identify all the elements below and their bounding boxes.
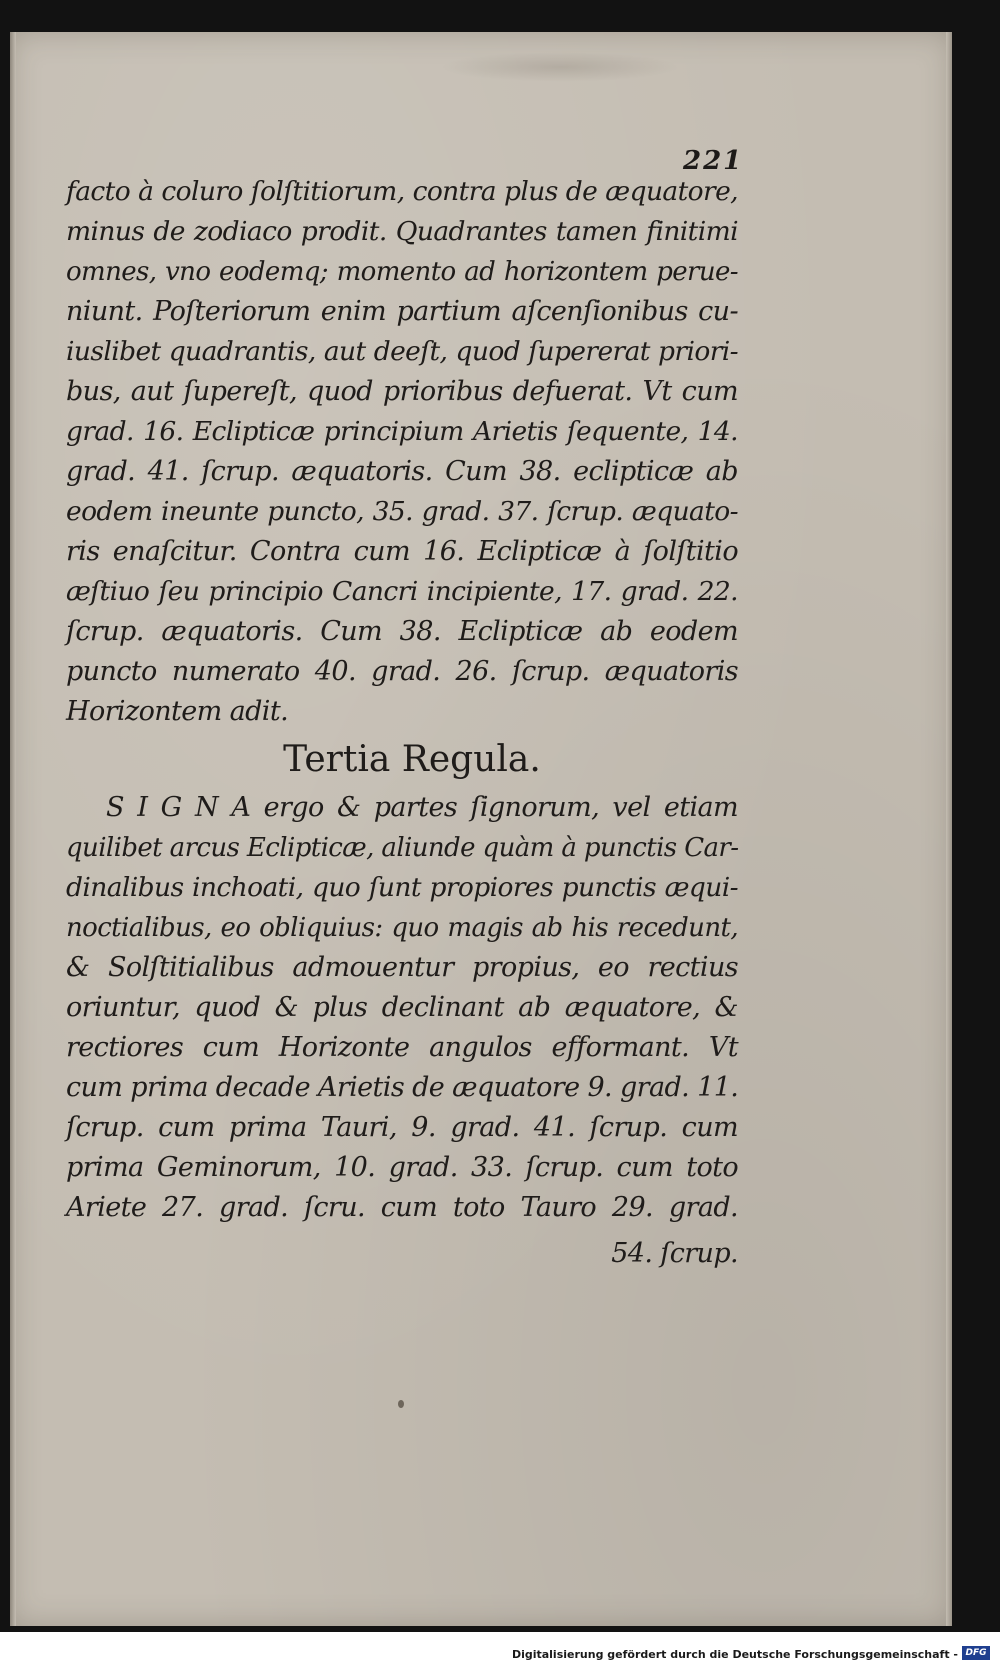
text-line: ſcrup. æquatoris. Cum 38. Eclipticæ ab eodem (66, 616, 738, 647)
page-edge-right (946, 32, 952, 1626)
ink-spot (398, 1400, 404, 1408)
page-number: 221 (683, 146, 744, 176)
text-line: iuslibet quadrantis, aut deeſt, quod ſupererat priori- (66, 336, 738, 367)
text-line: ris enaſcitur. Contra cum 16. Eclipticæ à ſolſtitio (66, 536, 738, 567)
text-line: bus, aut ſupereſt, quod prioribus defuerat. Vt cum (66, 376, 738, 407)
paragraph-2 (66, 788, 738, 1228)
page-edge-left (10, 32, 16, 1626)
text-line: Ariete 27. grad. ſcru. cum toto Tauro 29. grad. (66, 1192, 738, 1223)
text-line: niunt. Poſteriorum enim partium aſcenſionibus cu- (66, 296, 738, 327)
paper-smudge (440, 52, 680, 82)
text-line: noctialibus, eo obliquius: quo magis ab his recedunt, (66, 913, 738, 943)
text-line: oriuntur, quod & plus declinant ab æquatore, & (66, 992, 738, 1023)
text-line: ſcrup. cum prima Tauri, 9. grad. 41. ſcrup. cum (66, 1112, 738, 1143)
text-line: cum prima decade Arietis de æquatore 9. grad. 11. (66, 1072, 739, 1103)
text-line: S I G N A ergo & partes ſignorum, vel etiam (106, 792, 738, 823)
text-block (66, 172, 738, 1274)
section-heading: Tertia Regula. (283, 739, 541, 780)
text-line: eodem ineunte puncto, 35. grad. 37. ſcrup. æquato- (66, 496, 738, 527)
text-line: dinalibus inchoati, quo ſunt propiores punctis æqui- (66, 872, 738, 903)
text-line: omnes, vno eodemq; momento ad horizontem perue- (66, 257, 738, 287)
text-line: puncto numerato 40. grad. 26. ſcrup. æquatoris (66, 656, 738, 687)
text-line: grad. 41. ſcrup. æquatoris. Cum 38. eclipticæ ab (66, 456, 738, 487)
text-line: minus de zodiaco prodit. Quadrantes tamen finitimi (66, 216, 738, 247)
text-line: quilibet arcus Eclipticæ, aliunde quàm à punctis Car- (66, 833, 739, 863)
text-line: grad. 16. Eclipticæ principium Arietis ſequente, 14. (66, 416, 738, 447)
catchword: 54. ſcrup. (611, 1238, 738, 1269)
text-line: æſtiuo ſeu principio Cancri incipiente, 17. grad. 22. (66, 576, 738, 607)
text-line: Horizontem adit. (66, 696, 289, 727)
paragraph-1 (66, 172, 738, 732)
text-line: & Solſtitialibus admouentur propius, eo rectius (66, 952, 738, 983)
text-line: rectiores cum Horizonte angulos efformant. Vt (66, 1032, 738, 1063)
funding-notice: Digitalisierung gefördert durch die Deutsche Forschungsgemeinschaft - (511, 1648, 958, 1661)
text-line: facto à coluro ſolſtitiorum, contra plus de æquatore, (66, 176, 738, 207)
dfg-logo-icon: DFG (962, 1646, 990, 1660)
text-line: prima Geminorum, 10. grad. 33. ſcrup. cum toto (66, 1152, 738, 1183)
